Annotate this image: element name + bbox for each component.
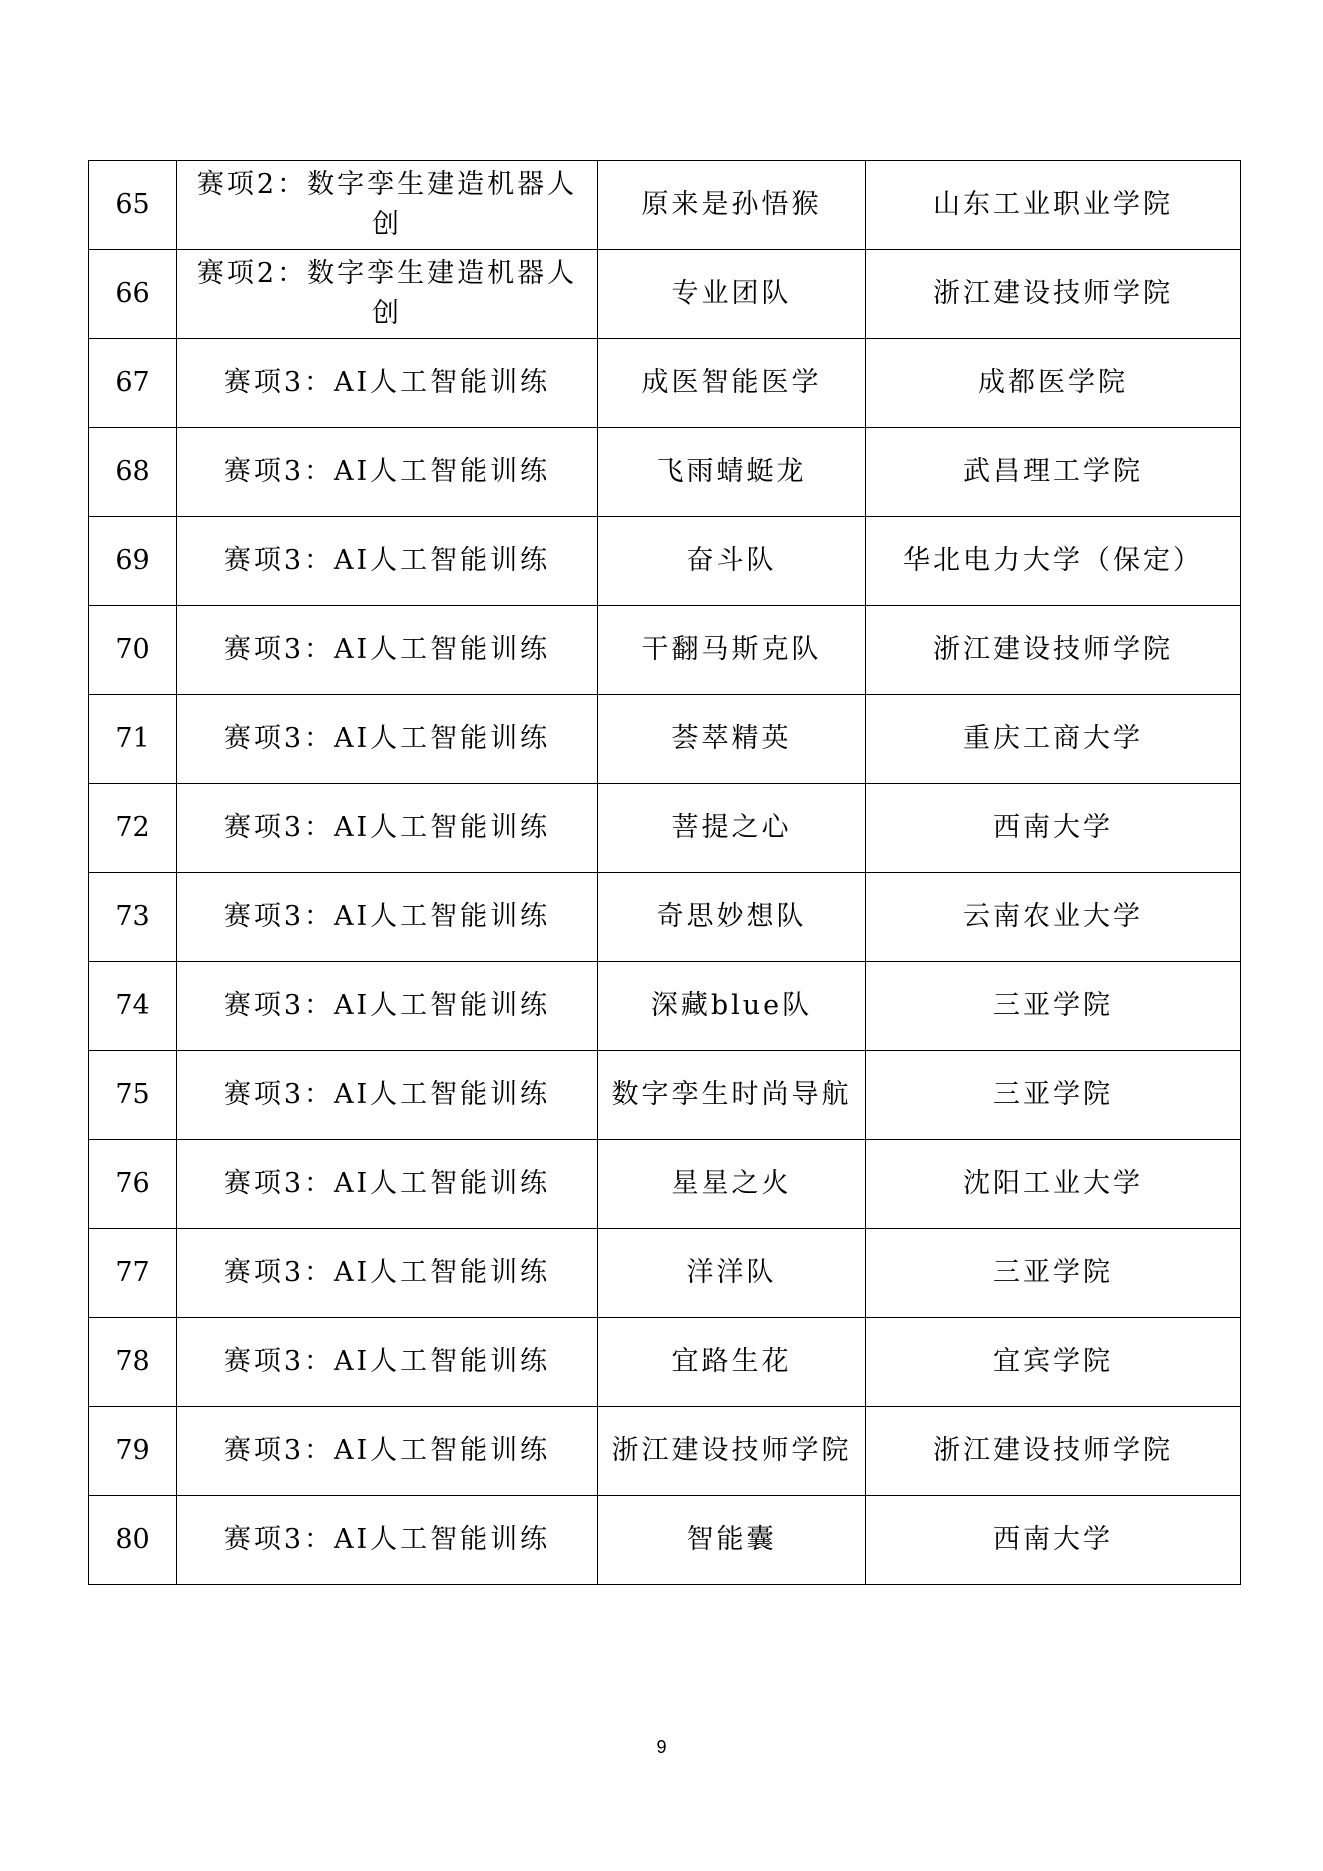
table-row <box>89 1140 1241 1229</box>
team-cell: 飞雨蜻蜓龙 <box>598 428 866 517</box>
school-cell: 云南农业大学 <box>866 873 1241 962</box>
school-cell: 华北电力大学（保定） <box>866 517 1241 606</box>
table-row <box>89 517 1241 606</box>
row-number: 71 <box>89 695 177 784</box>
school-cell: 武昌理工学院 <box>866 428 1241 517</box>
school-cell: 浙江建设技师学院 <box>866 1407 1241 1496</box>
event-cell: 赛项3：AI人工智能训练 <box>177 606 598 695</box>
table-row <box>89 1318 1241 1407</box>
team-cell: 深藏blue队 <box>598 962 866 1051</box>
school-cell: 三亚学院 <box>866 1051 1241 1140</box>
row-number: 77 <box>89 1229 177 1318</box>
event-cell: 赛项3：AI人工智能训练 <box>177 339 598 428</box>
school-cell: 沈阳工业大学 <box>866 1140 1241 1229</box>
team-cell: 数字孪生时尚导航 <box>598 1051 866 1140</box>
table-row <box>89 250 1241 339</box>
event-cell: 赛项3：AI人工智能训练 <box>177 962 598 1051</box>
results-table <box>88 160 1241 1585</box>
event-cell: 赛项3：AI人工智能训练 <box>177 695 598 784</box>
table-row <box>89 161 1241 250</box>
school-cell: 成都医学院 <box>866 339 1241 428</box>
event-cell: 赛项3：AI人工智能训练 <box>177 1318 598 1407</box>
row-number: 75 <box>89 1051 177 1140</box>
row-number: 69 <box>89 517 177 606</box>
event-cell: 赛项3：AI人工智能训练 <box>177 873 598 962</box>
team-cell: 原来是孙悟猴 <box>598 161 866 250</box>
team-cell: 菩提之心 <box>598 784 866 873</box>
school-cell: 三亚学院 <box>866 1229 1241 1318</box>
table-row <box>89 1051 1241 1140</box>
table-row <box>89 873 1241 962</box>
team-cell: 洋洋队 <box>598 1229 866 1318</box>
school-cell: 重庆工商大学 <box>866 695 1241 784</box>
row-number: 76 <box>89 1140 177 1229</box>
school-cell: 浙江建设技师学院 <box>866 606 1241 695</box>
table-row <box>89 339 1241 428</box>
team-cell: 成医智能医学 <box>598 339 866 428</box>
team-cell: 星星之火 <box>598 1140 866 1229</box>
event-cell: 赛项3：AI人工智能训练 <box>177 1140 598 1229</box>
event-cell: 赛项3：AI人工智能训练 <box>177 428 598 517</box>
team-cell: 浙江建设技师学院 <box>598 1407 866 1496</box>
event-cell: 赛项3：AI人工智能训练 <box>177 1229 598 1318</box>
school-cell: 西南大学 <box>866 784 1241 873</box>
results-table-body <box>89 161 1241 1585</box>
event-cell: 赛项3：AI人工智能训练 <box>177 517 598 606</box>
page-number: 9 <box>656 1737 667 1757</box>
team-cell: 荟萃精英 <box>598 695 866 784</box>
school-cell: 山东工业职业学院 <box>866 161 1241 250</box>
table-row <box>89 1407 1241 1496</box>
team-cell: 专业团队 <box>598 250 866 339</box>
team-cell: 宜路生花 <box>598 1318 866 1407</box>
row-number: 65 <box>89 161 177 250</box>
event-cell: 赛项2：数字孪生建造机器人创 <box>177 161 598 250</box>
row-number: 78 <box>89 1318 177 1407</box>
table-row <box>89 784 1241 873</box>
row-number: 79 <box>89 1407 177 1496</box>
row-number: 70 <box>89 606 177 695</box>
team-cell: 智能囊 <box>598 1496 866 1585</box>
school-cell: 西南大学 <box>866 1496 1241 1585</box>
event-cell: 赛项3：AI人工智能训练 <box>177 1407 598 1496</box>
row-number: 80 <box>89 1496 177 1585</box>
table-row <box>89 962 1241 1051</box>
event-cell: 赛项3：AI人工智能训练 <box>177 784 598 873</box>
event-cell: 赛项3：AI人工智能训练 <box>177 1496 598 1585</box>
team-cell: 奇思妙想队 <box>598 873 866 962</box>
row-number: 74 <box>89 962 177 1051</box>
row-number: 66 <box>89 250 177 339</box>
row-number: 73 <box>89 873 177 962</box>
event-cell: 赛项3：AI人工智能训练 <box>177 1051 598 1140</box>
team-cell: 干翻马斯克队 <box>598 606 866 695</box>
team-cell: 奋斗队 <box>598 517 866 606</box>
table-row <box>89 1496 1241 1585</box>
table-row <box>89 428 1241 517</box>
event-cell: 赛项2：数字孪生建造机器人创 <box>177 250 598 339</box>
school-cell: 三亚学院 <box>866 962 1241 1051</box>
row-number: 68 <box>89 428 177 517</box>
school-cell: 宜宾学院 <box>866 1318 1241 1407</box>
row-number: 67 <box>89 339 177 428</box>
school-cell: 浙江建设技师学院 <box>866 250 1241 339</box>
table-row <box>89 1229 1241 1318</box>
table-row <box>89 606 1241 695</box>
table-row <box>89 695 1241 784</box>
row-number: 72 <box>89 784 177 873</box>
